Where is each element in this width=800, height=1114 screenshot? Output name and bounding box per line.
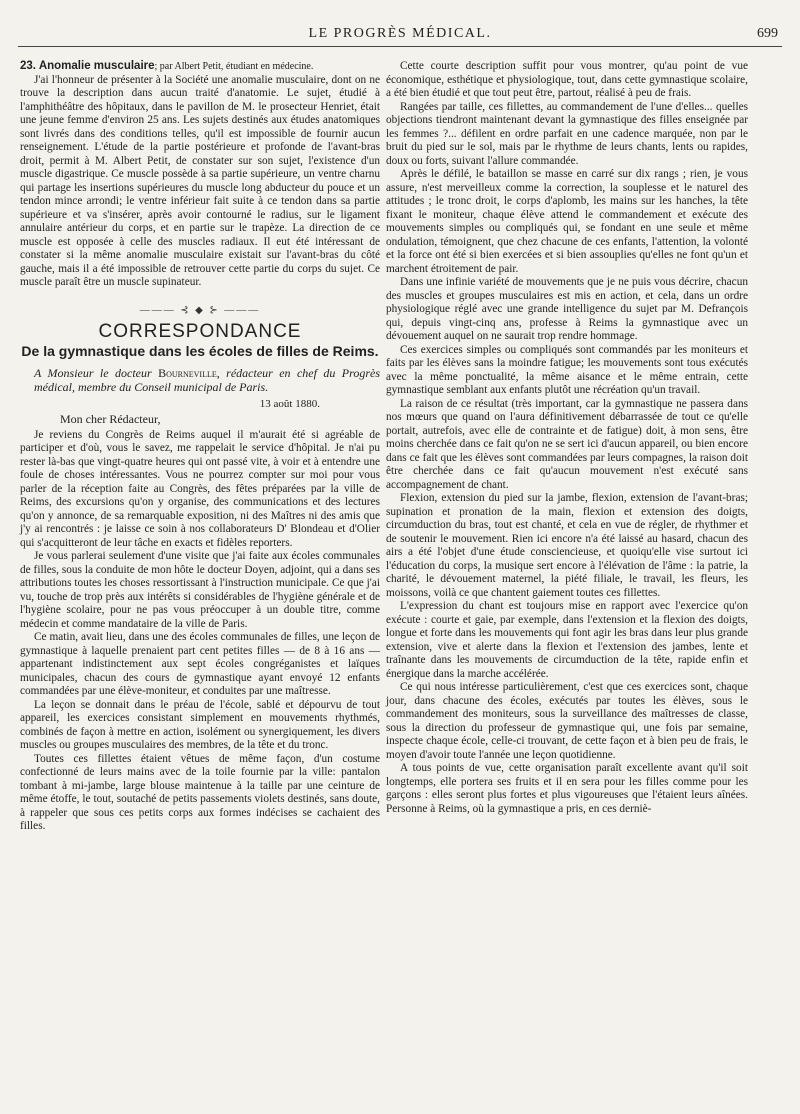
ornamental-divider: ——— ⊰ ◆ ⊱ ——— xyxy=(139,304,261,316)
letter-date: 13 août 1880. xyxy=(259,397,320,410)
correspondance-heading: CORRESPONDANCE xyxy=(98,321,302,342)
address-name: Bourneville xyxy=(158,365,217,380)
letter-paragraph: Toutes ces fillettes étaient vêtues de même façon, d'un costume confectionné de leurs mains avec de la toile fournie par la ville: pantalon tombant à mi-jambe, large blouse maintenue à la taille par une ceinture de même étoffe, le tout, soutaché de petits passements violets destinés, sans doute, à rappeler que sous ces petits corps aux formes indécises se cachaient des filles. xyxy=(20,752,380,832)
letter-paragraph: L'expression du chant est toujours mise en rapport avec l'exercice qu'on exécute : courte et gaie, par exemple, dans l'extension et la flexion des doigts, longue et forte dans les mouvements qui font agir les bras dans leur plus grande extension, vive et alerte dans la flexion et l'extension des jambes, lente et traînante dans les mouvements de circumduction de la tête, rapide enfin et énergique dans la marche accélérée. xyxy=(386,600,748,680)
letter-paragraph: Après le défilé, le bataillon se masse en carré sur dix rangs ; rien, je vous assure, n'est merveilleux comme la correction, la souplesse et le naturel des attitudes ; le tronc droit, le corps d'aplomb, les mains sur les hanches, la tête fixant le moniteur, chaque élève attend le commandement et exécute des mouvements simples ou compliqués qui, se fondant en une seule et même ondulation, témoignent, que chez chacune de ces enfants, l'attention, la volonté et la force ont été si bien exercées et si bien assouplies qu'elles ne font qu'un et marchent étroitement de pair. xyxy=(386,168,748,275)
letter-paragraph: Ces exercices simples ou compliqués sont commandés par les moniteurs et faits par les élèves sans la moindre fatigue; les mouvements sont tous exécutés avec la même ponctualité, la même aisance et le même entrain, cette gymnastique semblant aux enfants plutôt une récréation qu'un travail. xyxy=(386,343,748,396)
section-author: ; par Albert Petit, étudiant en médecine. xyxy=(154,61,314,72)
letter-paragraph: Je vous parlerai seulement d'une visite que j'ai faite aux écoles communales de filles, sous la conduite de mon hôte le docteur Doyen, adjoint, qui a dans ses attributions toutes les choses ressortissant à l'instruction municipale. Ce que j'ai vu, touche de trop près aux intérêts si considérables de l'hygiène générale et de l'hygiène scolaire, pour ne pas vous préoccuper à un double titre, comme médecin et comme mandataire de la ville de Paris. xyxy=(20,550,380,630)
letter-paragraph: Cette courte description suffit pour vous montrer, qu'au point de vue économique, esthétique et physiologique, tout, dans cette gymnastique scolaire, a été bien étudié et que tout peut être, partout, réalisé à peu de frais. xyxy=(386,60,748,99)
journal-title: LE PROGRÈS MÉDICAL. xyxy=(308,26,492,41)
anomalie-heading xyxy=(20,60,380,74)
letter-paragraph: La raison de ce résultat (très important, car la gymnastique ne passera dans nos mœurs que quand on l'aura définitivement débarrassée de tout ce qu'elle portait, autrefois, avec elle de contrainte et de fatigue) doit, à mon sens, être moins cherchée dans ce fait qu'on ne se sert ici d'aucun appareil, ou bien encore dans ce fait que les élèves sont commandées par leurs compagnes, la raison doit être cherchée dans ce fait qu'aucun mouvement n'est exécuté sans accompagnement de chant. xyxy=(386,397,748,491)
letter-paragraph: Ce qui nous intéresse particulièrement, c'est que ces exercices sont, chaque jour, dans chacune des écoles, exécutés par toutes les élèves, sous le commandement des moniteurs, sous la surveillance des maîtresses de classe, sous la direction du professeur de gymnastique qui, une fois par semaine, inspecte chaque école, celle-ci trouvant, de cette façon et à bien peu de frais, le moyen d'avoir toute l'année une leçon quotidienne. xyxy=(386,681,748,761)
anomalie-paragraph: J'ai l'honneur de présenter à la Société une anomalie musculaire, dont on ne trouve la description dans aucun traité d'anatomie. Le sujet, étudié à l'amphithéâtre des hôpitaux, dans le pavillon de M. le prosecteur Henriet, était une jeune femme d'environ 25 ans. Les sujets destinés aux études anatomiques sont livrés dans des conditions telles, qu'il est impossible de fournir aucun renseignement. L'étude de la partie postérieure et profonde de l'avant-bras droit, permit à M. Albert Petit, de constater sur son sujet, l'existence d'un muscle digastrique. Ce muscle possède à sa partie supérieure, un ventre charnu qui partage les insertions supérieures du muscle long abducteur du pouce et un tendon mince arrondi; le ventre inférieur fait suite à ce tendon dans sa partie supérieure et va s'insérer, après avoir contourné le radius, sur le ligament annulaire antérieur du corps, et en partie sur le trapèze. La direction de ce muscle est opposée à celle des muscles radiaux. Il eut été intéressant de constater si la même anomalie musculaire existait sur l'avant-bras du côté gauche, mais il a été impossible de retrouver cette partie du corps du sujet. Ce muscle paraît être un muscle supinateur. xyxy=(20,73,380,288)
letter-paragraph: Je reviens du Congrès de Reims auquel il m'aurait été si agréable de participer et d'où, vous le savez, me rappelait le service d'hôpital. Je n'ai pu rester là-bas que vingt-quatre heures qui ont passé vite, à voir et à entendre une foule de choses intéressantes. Vous ne pourrez compter sur moi pour vous parler de la réception faite au Congrès, des fêtes préparées par la ville de Reims, des excursions qu'on y organise, des communications et des lectures qu'on y annonce, de sa remarquable exposition, ni des Maîtres ni des amis que j'y ai rencontrés : je laisse ce soin à nos collaborateurs D' Blondeau et d'Olier qui s'acquitteront de leur tâche en exacts et fidèles reporters. xyxy=(20,428,380,549)
letter-salutation: Mon cher Rédacteur, xyxy=(60,412,161,426)
letter-paragraph: Ce matin, avait lieu, dans une des écoles communales de filles, une leçon de gymnastique à laquelle prenaient part cent petites filles — de 8 à 16 ans — appartenant indistinctement aux sept écoles congréganistes et laïques municipales, chacun des cours de gymnastique ayant envoyé 12 enfants commandées par une élève-moniteur, et conduites par une maîtresse. xyxy=(20,631,380,697)
address-suffix: , rédacteur en chef du Progrès médical, membre du Conseil municipal de Paris. xyxy=(34,365,380,394)
letter-address xyxy=(20,366,380,394)
section-title: Anomalie musculaire xyxy=(38,60,155,72)
right-column xyxy=(386,60,748,816)
address-prefix: A Monsieur le docteur xyxy=(34,365,159,380)
letter-paragraph: La leçon se donnait dans le préau de l'école, sablé et dépourvu de tout appareil, les exercices consistant simplement en mouvements rhythmés, combinés de façon à mettre en action, isolément ou synergiquement, les divers muscles ou groupes musculaires des membres, de la tête et du tronc. xyxy=(20,698,380,751)
article-title: De la gymnastique dans les écoles de filles de Reims. xyxy=(21,342,379,359)
left-column xyxy=(20,60,380,834)
letter-paragraph: Rangées par taille, ces fillettes, au commandement de l'une d'elles... quelles objections tiendront maintenant devant la gymnastique des filles enseignée par les femmes ?... défilent en ordre parfait en une cadence marquée, non par le bruit du pied sur le sol, mais par le rhythme de leurs chants, lents ou rapides, doux ou forts, suivant l'allure commandée. xyxy=(386,100,748,167)
letter-paragraph: A tous points de vue, cette organisation paraît excellente avant qu'il soit longtemps, elle portera ses fruits et il en sera pour les filles comme pour les garçons : elles seront plus fortes et plus vigoureuses que l'étaient leurs aînées. Personne à Reims, où la gymnastique a pris, en ces derniè- xyxy=(386,762,748,815)
section-number: 23. xyxy=(20,60,36,72)
letter-paragraph: Dans une infinie variété de mouvements que je ne puis vous décrire, chacun des muscles et groupes musculaires est mis en action, et cela, dans un ordre physiologique réglé avec une grande intelligence du sujet par M. Defrançois qui, depuis vingt-cinq ans, professe à Reims la gymnastique avec un dévouement auquel on ne saurait trop rendre hommage. xyxy=(386,276,748,342)
page-header xyxy=(18,24,782,47)
letter-paragraph: Flexion, extension du pied sur la jambe, flexion, extension de l'avant-bras; supination et pronation de la main, flexion et extension des doigts, circumduction du bras, tout est chanté, et cela en vue de régler, de rhythmer et de soutenir le mouvement. Rien ici encore n'a été laissé au hasard, chacun des airs a été l'objet d'une étude consciencieuse, et quoiqu'elle vise surtout ici l'éducation du corps, la musique sert encore à l'élévation de l'âme : la patrie, la charité, le dévouement maternel, la piété filiale, le travail, les fleurs, les moissons, voilà ce que chantent gaiement toutes ces fillettes. xyxy=(386,492,748,599)
page-number: 699 xyxy=(757,26,778,41)
